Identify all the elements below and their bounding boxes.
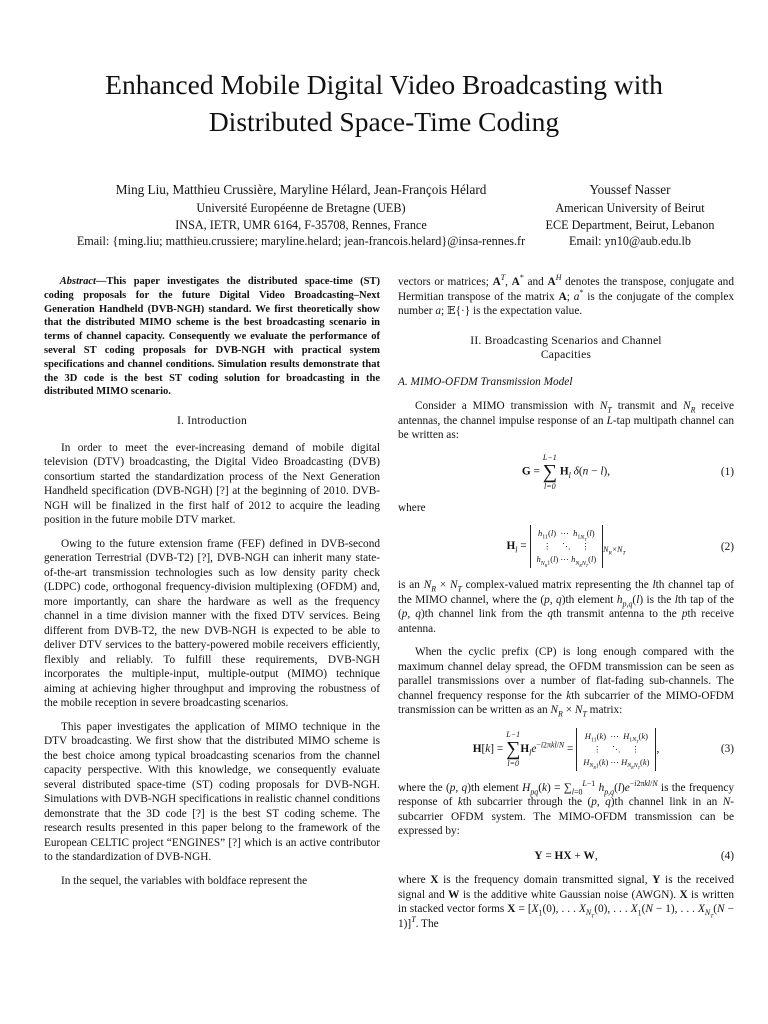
- author-names: Youssef Nasser: [589, 182, 671, 197]
- equation-4: Y = HX + W, (4): [534, 849, 734, 862]
- matrix: $H_{11}(k)$ ⋯ $H_{1N_T}(k)$ ⋮ ⋱ ⋮ $H_{N_R1}(k)$ ⋯ $H_{N_RN_T}(k)$: [576, 728, 656, 771]
- author-block-left: [60, 182, 542, 250]
- body-paragraph: where X is the frequency domain transmitted signal, Y is the received signal and W is the additive white Gaussian noise (AWGN). X is written in stacked vector forms $X = [X_1(0)$, . . . $X_{N_T}(0)$, . . . $X_1(N - 1)$, . . . $X_{N_T}(N - 1)]^T$. The: [398, 874, 734, 930]
- right-column: [398, 275, 734, 931]
- body-paragraph: where the (p, q)th element $H_{pq}(k) = \sum_{l=0}^{L-1}$ $h_{p,q}(l)e^{-i2\pi kl/N}$ is the frequency response of kth subcarrier through the (p, q)th channel link in an N-subcarrier OFDM system. The MIMO-OFDM transmission can be expressed by:: [398, 778, 735, 837]
- affiliation-1: American University of Beirut: [555, 200, 705, 215]
- author-block-right: [530, 182, 730, 250]
- section-heading-scenarios: II. Broadcasting Scenarios and Channel Capacities: [470, 333, 662, 361]
- body-paragraph: When the cyclic prefix (CP) is long enough compared with the maximum channel delay spread, the OFDM transmission can be seen as parallel transmissions over a number of flat-fading sub-channels. The channel frequency response for the kth subcarrier of the MIMO-OFDM transmission can be written as an $N_R \times N_T$ matrix:: [398, 646, 734, 719]
- body-paragraph: is an $N_R \times N_T$ complex-valued matrix representing the lth channel tap of the MIMO channel, where the (p, q)th element $h_{p,q}(l)$ is the lth tap of the (p, q)th channel link from the qth transmit antenna to the pth receive antenna.: [398, 579, 735, 635]
- affiliation-2: INSA, IETR, UMR 6164, F-35708, Rennes, France: [175, 217, 427, 232]
- abstract-label: Abstract: [59, 276, 96, 287]
- author-email: Email: yn10@aub.edu.lb: [569, 234, 691, 249]
- equation-2: $H_l$ = $h_{11}(l)$ ⋯ $h_{1N_T}(l)$ ⋮ ⋱ ⋮ $h_{N_R1}(l)$ ⋯ $h_{N_RN_T}(l)$ $_{N_R\times N_T}$ (2): [398, 525, 734, 568]
- body-paragraph: Consider a MIMO transmission with $N_T$ transmit and $N_R$ receive antennas, the channel impulse response of an L-tap multipath channel can be written as:: [398, 400, 735, 441]
- author-email: Email: {ming.liu; matthieu.crussiere; maryline.helard; jean-francois.helard}@insa-rennes.fr: [76, 234, 526, 249]
- left-column: [44, 275, 380, 888]
- equation-number: (1): [720, 465, 734, 478]
- notation-paragraph: vectors or matrices; $A^T$, A* and $A^H$ denotes the transpose, conjugate and Hermitian transpose of the matrix A; a* is the conjugate of the complex number a; 𝔼{·} is the expectation value.: [398, 273, 735, 317]
- author-names: Ming Liu, Matthieu Crussière, Maryline Hélard, Jean-François Hélard: [115, 182, 487, 197]
- equation-3: H[k] = L−1 ∑ l=0 $H_le^{-i2\pi kl/N}$ = $H_{11}(k)$ ⋯ $H_{1N_T}(k)$ ⋮ ⋱ ⋮ $H_{N_R1}(k)$ ⋯ $H_{N_RN_T}(k)$ , (3): [398, 728, 734, 771]
- intro-paragraph: Owing to the future extension frame (FEF) defined in DVB-second generation Terrestrial (DVB-T2) [?], DVB-NGH can inherit many state-of-the-art transmission technologies such as low density parity check (LDPC) code, orthogonal frequency-division multiplexing (OFDM) and, more importantly, can share the hardware as well as the frequency channel in a time division manner with the fixed DTV services. Being different from DVB-T2, the new DVB-NGH is expected to be able to deliver DTV services to the battery-powered mobile receivers efficiently, flexibly and reliably. To fulfill these requirements, DVB-NGH incorporates the multiple-input, multiple-output (MIMO) technique aiming at achieving higher throughput and improving the robustness of the mobile reception in severe broadcasting scenarios.: [44, 537, 380, 710]
- equation-number: (3): [720, 742, 734, 755]
- paper-title: Enhanced Mobile Digital Video Broadcasting with Distributed Space-Time Coding: [105, 69, 663, 137]
- equation-number: (2): [720, 540, 734, 553]
- intro-paragraph: In the sequel, the variables with boldface represent the: [60, 874, 308, 887]
- subsection-heading: A. MIMO-OFDM Transmission Model: [398, 375, 573, 388]
- equation-number: (4): [720, 849, 734, 862]
- affiliation-2: ECE Department, Beirut, Lebanon: [545, 217, 715, 232]
- affiliation-1: Université Européenne de Bretagne (UEB): [196, 200, 406, 215]
- abstract: Abstract—This paper investigates the distributed space-time (ST) coding proposals for the future Digital Video Broadcasting–Next Generation Handheld (DVB-NGH) standard. We first theoretically show that the distributed MIMO scheme is the best broadcasting scenario in terms of channel capacity. Consequently we evaluate the performance of several ST coding proposals for DVB-NGH with practical system specifications and channel conditions. Simulation results demonstrate that the 3D code is the best ST coding solution for broadcasting in the distributed MIMO scenario.: [44, 276, 380, 398]
- intro-paragraph: In order to meet the ever-increasing demand of mobile digital television (DTV) broadcasting, the Digital Video Broadcasting (DVB) consortium started the standardization process of the Next Generation Handheld specification (DVB-NGH) [?] at the beginning of 2010. DVB-NGH will be finalized in the first half of 2012 to acquire the leading position in the future mobile DTV market.: [44, 441, 380, 527]
- intro-paragraph: This paper investigates the application of MIMO technique in the DTV broadcasting. We first show that the distributed MIMO scheme is the best choice among typical broadcasting scenarios from the channel capacity perspective. With this knowledge, we consequently evaluate several distributed space-time (ST) coding proposals for DVB-NGH. Simulations with DVB-NGH specifications in realistic channel conditions demonstrate that the 3D code [?] is the best ST coding scheme. The research results presented in this paper belong to the framework of the European CELTIC project “ENGINES” [?] which is an active contributor to the standardization of DVB-NGH.: [44, 720, 380, 864]
- matrix: $h_{11}(l)$ ⋯ $h_{1N_T}(l)$ ⋮ ⋱ ⋮ $h_{N_R1}(l)$ ⋯ $h_{N_RN_T}(l)$: [530, 525, 604, 568]
- equation-1: G = L−1 ∑ l=0 $H_l$ δ(n − l), (1): [521, 452, 734, 491]
- where-text: where: [398, 501, 426, 514]
- section-heading-introduction: I. Introduction: [177, 414, 247, 428]
